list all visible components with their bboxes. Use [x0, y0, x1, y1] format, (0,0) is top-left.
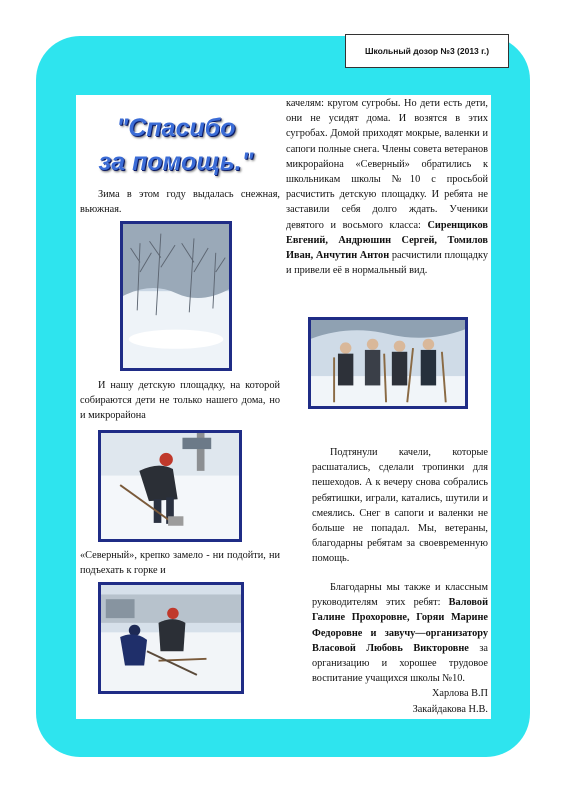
- student-names: Сиренщиков Евгений, Андрюшин Сергей, Томилов Иван, Анчутин Антон: [286, 219, 488, 262]
- newsletter-masthead: Школьный дозор №3 (2013 г.): [345, 34, 509, 68]
- teacher-names: Валовой Галине Прохоровне, Горяи Марине Федоровне и завучу—организатору Власовой Любовь Викторовне: [312, 597, 489, 654]
- intro-text: Зима в этом году выдалась снежная, вьюжная.: [80, 189, 280, 216]
- title-line-2: за помощь.": [98, 148, 254, 176]
- paragraph-result: [312, 445, 488, 567]
- snowed-text: «Северный», крепко замело - ни подойти, ни подъехать к горке и: [80, 550, 280, 577]
- thanks-text: Благодарны мы также и классным руководителям этих ребят:: [312, 582, 488, 609]
- paragraph-main: [286, 96, 488, 278]
- paragraph-thanks: [312, 580, 488, 717]
- photo-shoveling-1: [98, 430, 242, 542]
- paragraph-snowed: [80, 548, 280, 578]
- article-page: [76, 95, 491, 719]
- photo-snowy-trees: [120, 221, 232, 371]
- thanks-text-end: за организацию и хорошее трудовое воспитание учащихся школы №10.: [312, 642, 488, 685]
- title-line-1: "Спасибо: [116, 114, 236, 142]
- paragraph-playground: [80, 378, 280, 424]
- result-text: Подтянули качели, которые расшатались, сделали тропинки для пешеходов. А к вечеру снова собрались ребятишки, играли, катались, шутили и смеялись. Снег в сапоги и валенки не больше не попадал. Мы, ветераны, благодарны ребятам за своевременную помощь.: [312, 447, 488, 565]
- main-text-end: расчистили площадку и привели её в нормальный вид.: [286, 250, 489, 277]
- playground-text: И нашу детскую площадку, на которой собираются дети не только нашего дома, но и микрорайона: [80, 380, 280, 422]
- photo-shoveling-2: [98, 582, 244, 694]
- main-text: качелям: кругом сугробы. Но дети есть дети, они не усидят дома. И возятся в этих сугробах. Домой приходят мокрые, валенки и сапоги полные снега. Члены совета ветеранов микрорайона «Северный» обратились к школьникам школы №10 с просьбой расчистить детскую площадку. И ребята не заставили себя долго ждать. Ученики девятого и восьмого класса:: [286, 98, 488, 231]
- photo-students-group: [308, 317, 468, 409]
- article-title: [76, 111, 276, 179]
- signature-2: Закайдакова Н.В.: [412, 703, 488, 715]
- signature-1: Харлова В.П: [431, 688, 488, 700]
- paragraph-intro: [80, 187, 280, 217]
